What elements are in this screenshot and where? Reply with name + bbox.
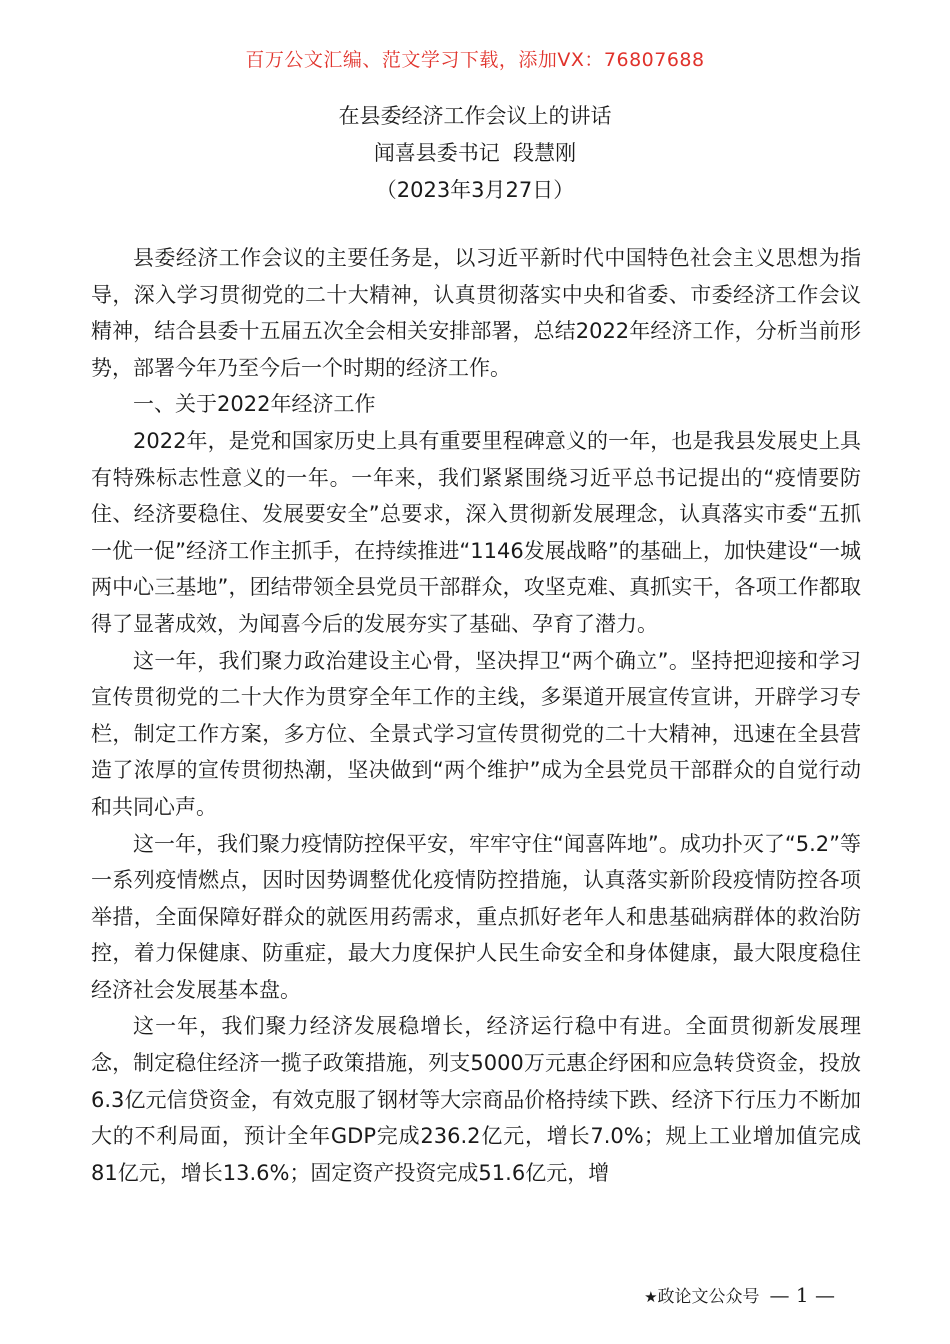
- speech-date: （2023年3月27日）: [375, 178, 575, 202]
- speech-header: [0, 98, 950, 209]
- footer-source: 政论文公众号: [657, 1287, 760, 1307]
- paragraph-epidemic-control: 这一年，我们聚力疫情防控保平安，牢牢守住“闻喜阵地”。成功扑灭了“5.2”等一系列疫情燃点，因时因势调整优化疫情防控措施，认真落实新阶段疫情防控各项举措，全面保障好群众的就医用药需求，重点抓好老年人和患基础病群体的救治防控，着力保健康、防重症，最大力度保护人民生命安全和身体健康，最大限度稳住经济社会发展基本盘。: [91, 831, 861, 1002]
- speech-body: [91, 240, 861, 1191]
- page-number: — 1 —: [769, 1283, 835, 1307]
- speech-title: 在县委经济工作会议上的讲话: [338, 104, 612, 128]
- paragraph-political-building: 这一年，我们聚力政治建设主心骨，坚决捍卫“两个确立”。坚持把迎接和学习宣传贯彻党的二十大作为贯穿全年工作的主线，多渠道开展宣传宣讲，开辟学习专栏，制定工作方案，多方位、全景式学习宣传贯彻党的二十大精神，迅速在全县营造了浓厚的宣传贯彻热潮，坚决做到“两个维护”成为全县党员干部群众的自觉行动和共同心声。: [91, 648, 861, 819]
- page-footer: [644, 1282, 835, 1310]
- promo-banner: 百万公文汇编、范文学习下载，添加VX：76807688: [245, 49, 705, 71]
- speaker-line: 闻喜县委书记 段慧刚: [373, 141, 577, 165]
- paragraph-economic-growth: 这一年，我们聚力经济发展稳增长，经济运行稳中有进。全面贯彻新发展理念，制定稳住经济一揽子政策措施，列支5000万元惠企纾困和应急转贷资金，投放6.3亿元信贷资金，有效克服了钢材等大宗商品价格持续下跌、经济下行压力不断加大的不利局面，预计全年GDP完成236.2亿元，增长7.0%；规上工业增加值完成81亿元，增长13.6%；固定资产投资完成51.6亿元，增: [91, 1014, 861, 1185]
- paragraph-2022-overview: 2022年，是党和国家历史上具有重要里程碑意义的一年，也是我县发展史上具有特殊标志性意义的一年。一年来，我们紧紧围绕习近平总书记提出的“疫情要防住、经济要稳住、发展要安全”总要求，深入贯彻新发展理念，认真落实市委“五抓一优一促”经济工作主抓手，在持续推进“1146发展战略”的基础上，加快建设“一城两中心三基地”，团结带领全县党员干部群众，攻坚克难、真抓实干，各项工作都取得了显著成效，为闻喜今后的发展夯实了基础、孕育了潜力。: [91, 428, 861, 636]
- section-heading-1: 一、关于2022年经济工作: [133, 392, 376, 417]
- star-icon: ★: [644, 1288, 658, 1306]
- paragraph-intro: 县委经济工作会议的主要任务是，以习近平新时代中国特色社会主义思想为指导，深入学习贯彻党的二十大精神，认真贯彻落实中央和省委、市委经济工作会议精神，结合县委十五届五次全会相关安排部署，总结2022年经济工作，分析当前形势，部署今年乃至今后一个时期的经济工作。: [91, 246, 861, 380]
